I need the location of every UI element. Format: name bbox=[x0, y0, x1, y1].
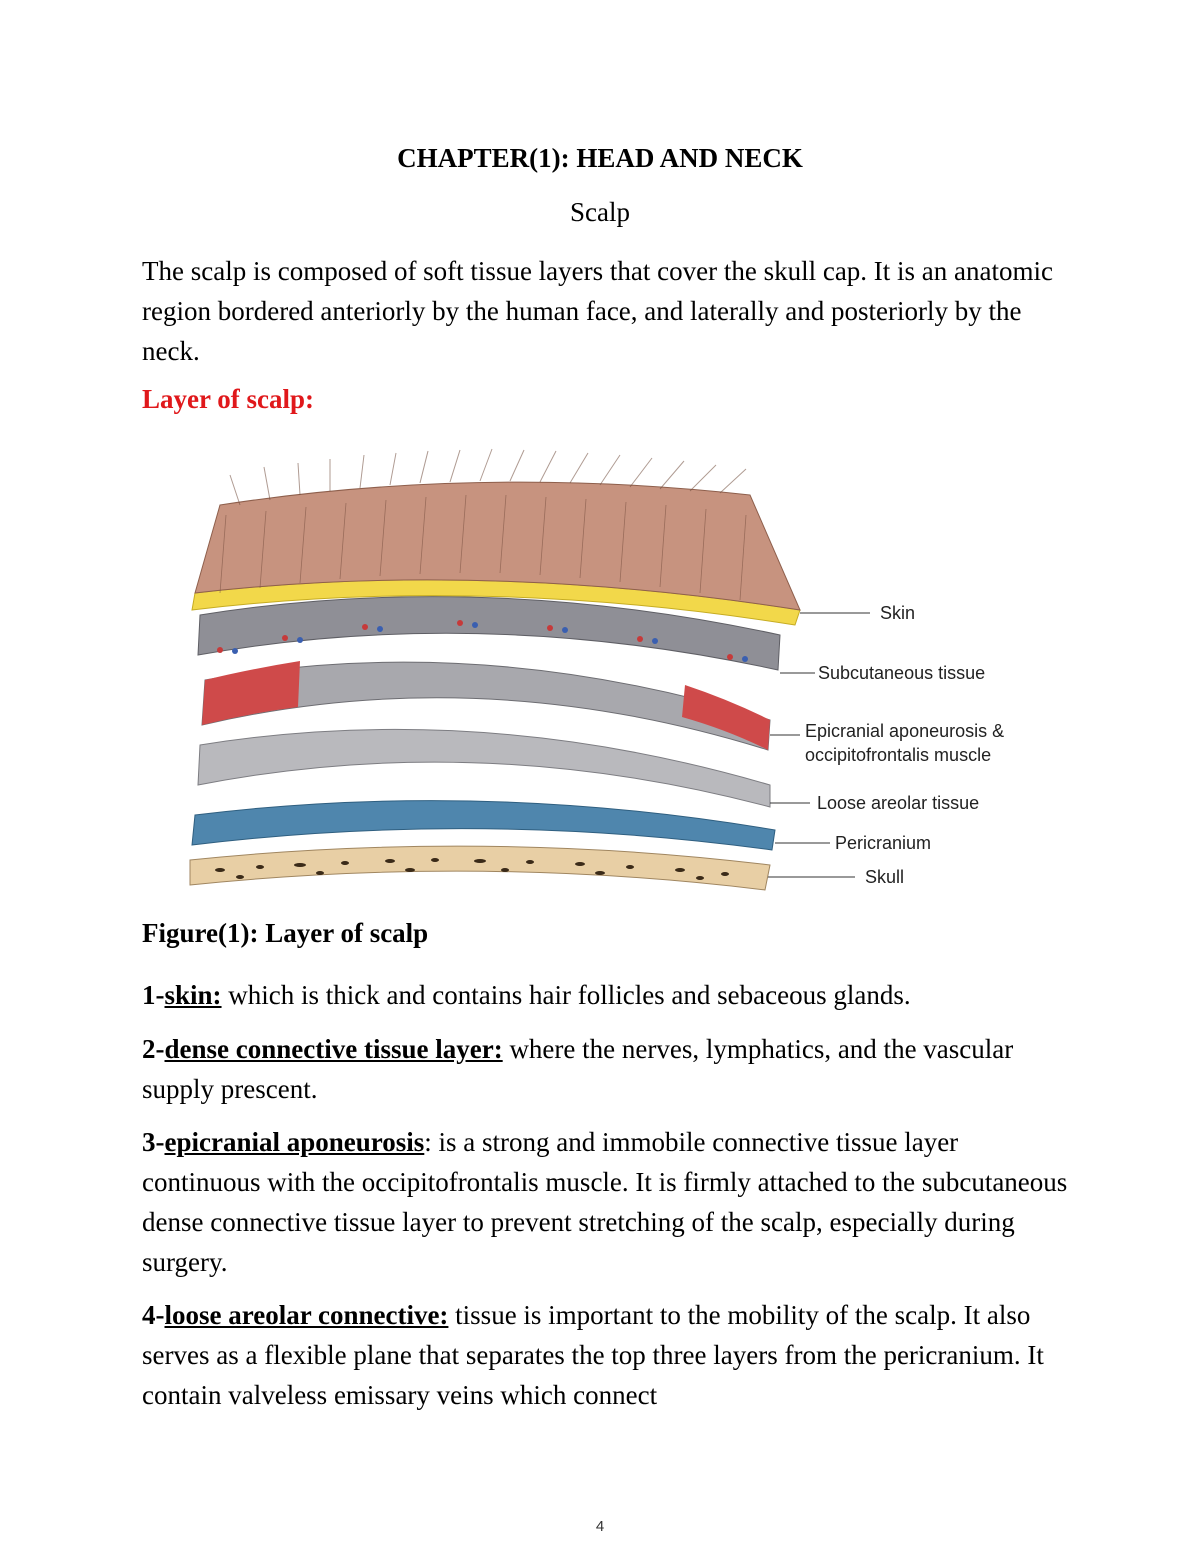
list-item-epicranial bbox=[142, 1122, 1072, 1282]
loose-areolar-layer bbox=[198, 729, 770, 807]
item-text: where the nerves, lymphatics, and the vascular supply prescent. bbox=[142, 1034, 1014, 1104]
item-text: : is a strong and immobile connective tissue layer continuous with the occipitofrontalis muscle. It is firmly attached to the subcutaneous dense connective tissue layer to prevent stretching of the scalp, especially during surgery. bbox=[142, 1127, 1068, 1277]
section-title: Scalp bbox=[570, 197, 630, 227]
list-item-skin bbox=[142, 975, 1072, 1015]
label-skin: Skin bbox=[880, 603, 916, 623]
label-pericranium: Pericranium bbox=[835, 833, 932, 853]
label-epicranial-1: Epicranial aponeurosis & bbox=[805, 721, 1005, 741]
label-loose-areolar: Loose areolar tissue bbox=[817, 793, 980, 813]
muscle-right bbox=[682, 685, 770, 750]
label-skull: Skull bbox=[865, 867, 905, 887]
item-number: 2- bbox=[142, 1034, 165, 1064]
item-heading: epicranial aponeurosis bbox=[164, 1127, 425, 1157]
label-subcutaneous: Subcutaneous tissue bbox=[818, 663, 986, 683]
item-heading: dense connective tissue layer: bbox=[164, 1034, 503, 1064]
label-epicranial-2: occipitofrontalis muscle bbox=[805, 745, 992, 765]
item-heading: loose areolar connective: bbox=[164, 1300, 449, 1330]
list-item-loose-areolar bbox=[142, 1295, 1072, 1415]
list-item-dense-connective bbox=[142, 1029, 1072, 1109]
item-number: 3- bbox=[142, 1127, 165, 1157]
layers-heading: Layer of scalp: bbox=[142, 384, 314, 414]
pericranium-layer bbox=[192, 801, 775, 850]
scalp-layers-figure bbox=[180, 445, 1060, 905]
item-text: which is thick and contains hair follicles and sebaceous glands. bbox=[221, 980, 911, 1010]
intro-paragraph: The scalp is composed of soft tissue layers that cover the skull cap. It is an anatomic region bordered anteriorly by the human face, and laterally and posteriorly by the neck. bbox=[142, 256, 1053, 366]
page-number: 4 bbox=[595, 1518, 605, 1535]
item-heading: skin: bbox=[164, 980, 222, 1010]
muscle-left bbox=[202, 661, 300, 725]
item-text: tissue is important to the mobility of the scalp. It also serves as a flexible plane that separates the top three layers from the pericranium. It contain valveless emissary veins which connect bbox=[142, 1300, 1044, 1410]
item-number: 1- bbox=[142, 980, 165, 1010]
chapter-title: CHAPTER(1): HEAD AND NECK bbox=[397, 143, 803, 173]
skull-layer bbox=[190, 846, 770, 890]
item-number: 4- bbox=[142, 1300, 165, 1330]
figure-caption: Figure(1): Layer of scalp bbox=[142, 918, 429, 948]
